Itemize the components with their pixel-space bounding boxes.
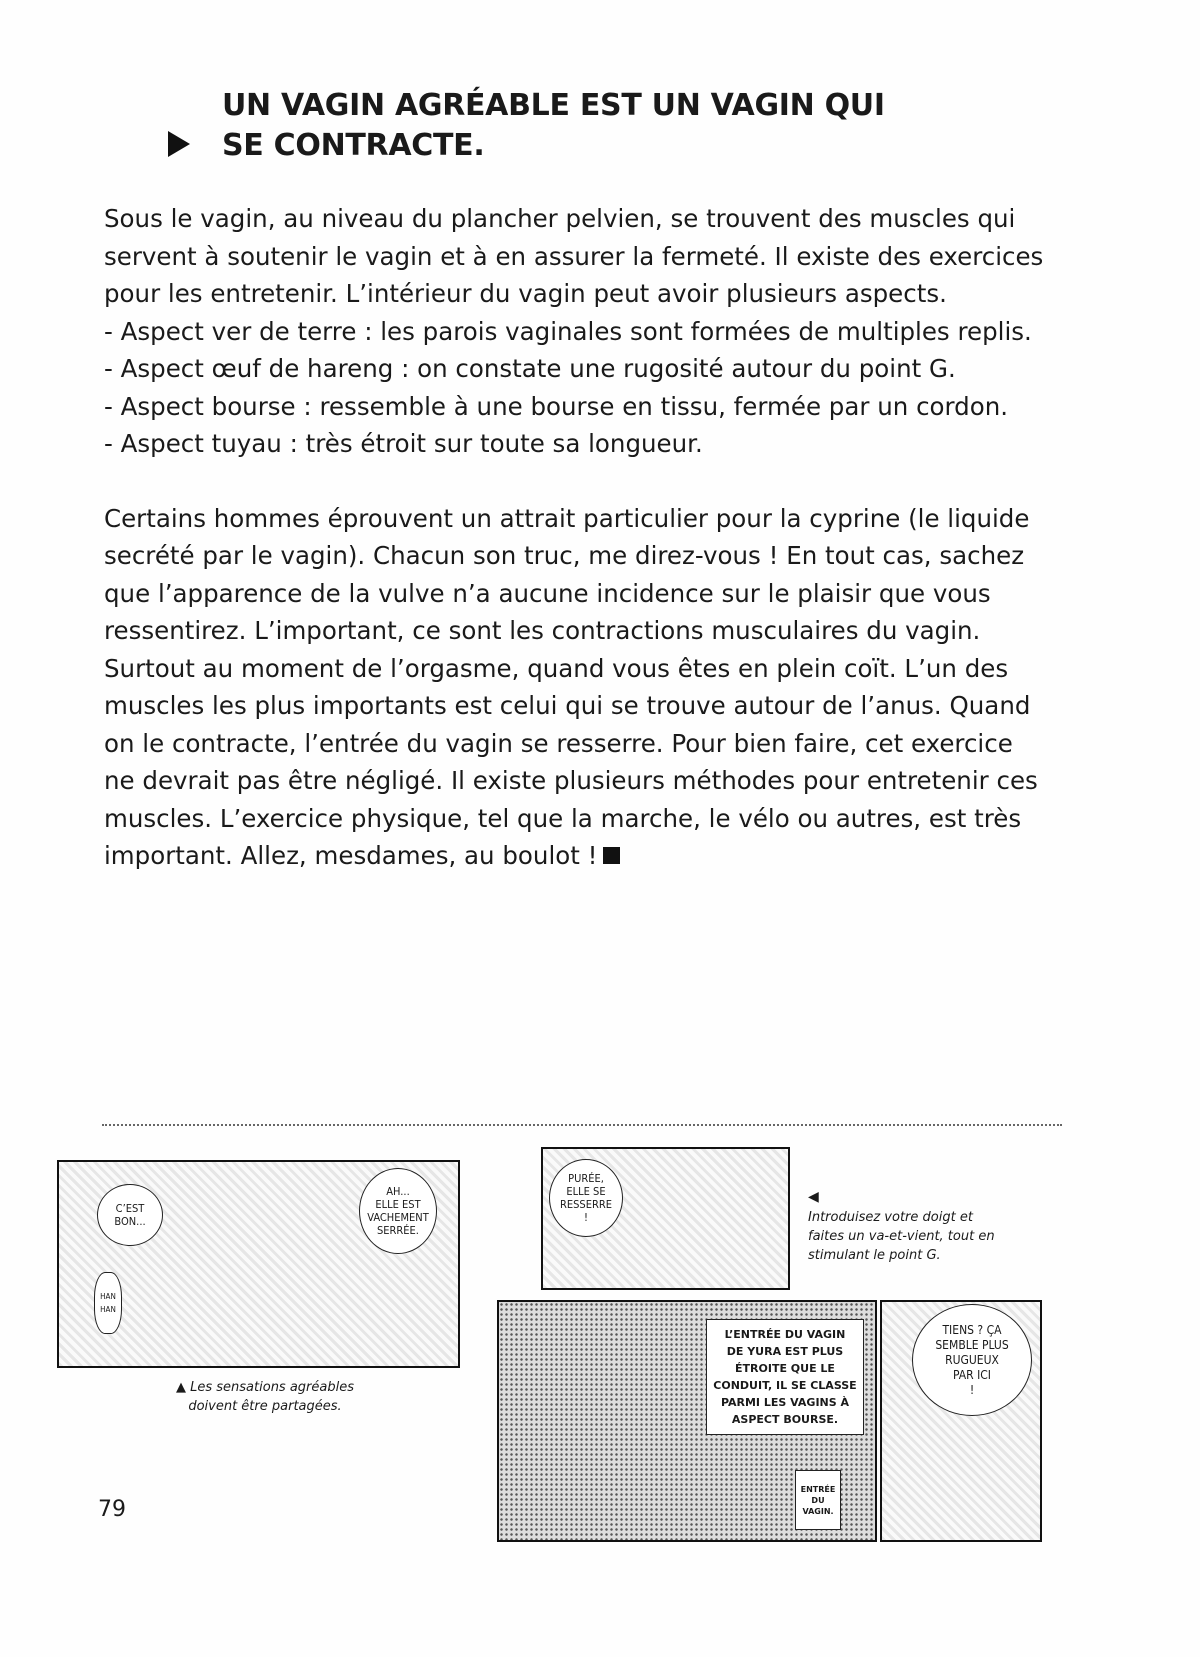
text-line: - Aspect ver de terre : les parois vaginales sont formées de multiples replis.	[104, 316, 1032, 346]
text-line: secrété par le vagin). Chacun son truc, me direz-vous ! En tout cas, sachez	[104, 541, 1025, 570]
text-line: ne devrait pas être négligé. Il existe plusieurs méthodes pour entretenir ces	[104, 766, 1038, 795]
label-box: ENTRÉE DU VAGIN.	[795, 1470, 841, 1530]
end-mark-icon	[603, 847, 620, 864]
text-line: muscles les plus importants est celui qui se trouve autour de l’anus. Quand	[104, 691, 1031, 720]
text-line: Certains hommes éprouvent un attrait particulier pour la cyprine (le liquide	[104, 503, 1030, 533]
text-line: - Aspect tuyau : très étroit sur toute sa longueur.	[104, 429, 703, 458]
text-line: - Aspect bourse : ressemble à une bourse en tissu, fermée par un cordon.	[104, 391, 1009, 421]
text-line: important. Allez, mesdames, au boulot !	[104, 837, 1084, 875]
page-number: 79	[98, 1497, 126, 1522]
speech-bubble: TIENS ? ÇA SEMBLE PLUS RUGUEUX PAR ICI !	[912, 1304, 1032, 1416]
text-line: muscles. L’exercice physique, tel que la marche, le vélo ou autres, est très	[104, 803, 1022, 833]
text-line: - Aspect œuf de hareng : on constate une rugosité autour du point G.	[104, 354, 956, 383]
heading-line: UN VAGIN AGRÉABLE EST UN VAGIN QUI	[222, 88, 885, 123]
sound-effect: HAN HAN	[94, 1272, 122, 1334]
speech-bubble: PURÉE, ELLE SE RESSERRE !	[549, 1159, 623, 1237]
triangle-bullet-icon	[168, 131, 190, 157]
text-line: servent à soutenir le vagin et à en assurer la fermeté. Il existe des exercices	[104, 241, 1044, 271]
text-line: pour les entretenir. L’intérieur du vagin peut avoir plusieurs aspects.	[104, 279, 947, 308]
section-heading	[222, 86, 885, 166]
speech-bubble: AH... ELLE EST VACHEMENT SERRÉE.	[359, 1168, 437, 1254]
text-line: on le contracte, l’entrée du vagin se resserre. Pour bien faire, cet exercice	[104, 728, 1013, 758]
paragraph-2	[104, 500, 1084, 875]
text-line: Surtout au moment de l’orgasme, quand vous êtes en plein coït. L’un des	[104, 653, 1009, 683]
manga-panel-2	[541, 1147, 790, 1290]
caption-arrow: ◀	[808, 1189, 819, 1205]
text-line: Sous le vagin, au niveau du plancher pelvien, se trouvent des muscles qui	[104, 204, 1016, 233]
speech-bubble: C’EST BON...	[97, 1184, 163, 1246]
caption: Introduisez votre doigt et faites un va-et-vient, tout en stimulant le point G.	[808, 1210, 995, 1263]
body-text	[104, 200, 1084, 875]
paragraph-1	[104, 200, 1084, 463]
caption: ▲ Les sensations agréables doivent être partagées.	[176, 1380, 354, 1414]
narration-box: L’ENTRÉE DU VAGIN DE YURA EST PLUS ÉTROITE QUE LE CONDUIT, IL SE CLASSE PARMI LES VAGINS À ASPECT BOURSE.	[706, 1319, 864, 1435]
manga-panel-4	[880, 1300, 1042, 1542]
text-line: ressentirez. L’important, ce sont les contractions musculaires du vagin.	[104, 616, 981, 645]
manga-panel-1	[57, 1160, 460, 1368]
manga-panel-3	[497, 1300, 877, 1542]
heading-line: SE CONTRACTE.	[222, 128, 485, 163]
text-line: que l’apparence de la vulve n’a aucune incidence sur le plaisir que vous	[104, 578, 991, 608]
dotted-divider	[102, 1124, 1062, 1126]
